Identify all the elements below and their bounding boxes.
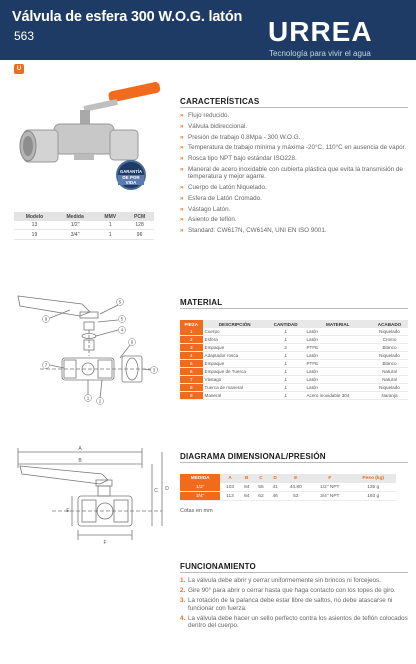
table-cell: Latón [304,352,371,360]
warranty-line1: GARANTÍA [119,169,143,174]
dimensions-header: E [282,474,309,483]
list-item-text: La válvula debe hacer un sello perfecto contra los asientos de teflón colocados dentro del cuerpo. [188,614,408,630]
table-cell: Naranja [371,392,408,400]
table-cell: 1 [267,336,305,344]
table-cell: 1 [95,221,125,230]
table-row [180,376,408,384]
operation-title: FUNCIONAMIENTO [180,562,256,571]
table-cell: 6 [180,368,203,376]
table-row [180,328,408,336]
part-label: 9 [44,316,48,322]
table-cell: Adaptador rosca [203,352,267,360]
table-cell: 53 [282,492,309,501]
list-item: 4. La válvula debe hacer un sello perfecto contra los asientos de teflón colocados dentro del cuerpo. [180,614,408,630]
dimension-label: A [78,446,82,452]
table-cell: Tuerca de maneral [203,384,267,392]
table-cell: 8 [180,384,203,392]
table-cell: Cuerpo [203,328,267,336]
table-row [180,360,408,368]
table-cell: Latón [304,328,371,336]
dimensions-header: C [254,474,268,483]
table-row [14,230,154,239]
table-cell: 44.80 [282,483,309,492]
table-row [180,352,408,360]
table-row [180,368,408,376]
list-item: » Maneral de acero inoxidable con cubierta plástica que evita la transmisión de temperatura y mejor agarre. [180,166,410,180]
exploded-view-labels [10,290,170,410]
list-item: » Flujo reducido. [180,112,410,119]
list-item-text: La rotación de la palanca debe estar libre de saltos, no debe atascarse ni funcionar con fuerza. [188,597,393,612]
material-header: PIEZA [180,320,203,328]
part-label: 7 [44,362,48,368]
table-cell: Empaque de Tuerca [203,368,267,376]
list-item-text: Gire 90° para abrir o cerrar hasta que haga contacto con los topes de giro. [188,587,396,595]
table-cell: Natural [371,376,408,384]
table-cell: 1 [95,230,125,239]
table-cell: 1 [267,392,305,400]
table-row [180,392,408,400]
table-cell: Vástago [203,376,267,384]
table-cell: 62 [254,492,268,501]
material-header: DESCRIPCIÓN [203,320,267,328]
part-label: 4 [120,327,124,333]
table-cell: 103 [220,483,239,492]
table-cell: Niquelado [371,352,408,360]
table-cell: Acero inoxidable 304 [304,392,371,400]
table-cell: 3/4" [180,492,220,501]
table-cell: Maneral [203,392,267,400]
list-item: » Vástago Latón. [180,206,410,213]
table-cell: 96 [125,230,154,239]
warranty-badge [116,160,146,190]
divider [180,462,408,463]
table-cell: 2 [180,336,203,344]
product-code: 563 [14,29,35,43]
table-cell: Niquelado [371,384,408,392]
divider [180,107,408,108]
table-cell: Empaque [203,360,267,368]
models-header: PCM [125,212,154,221]
models-header: Modelo [14,212,55,221]
list-item: » Válvula bidireccional. [180,123,410,130]
table-cell: 1 [267,368,305,376]
part-label: 2 [98,398,102,404]
table-cell: 1 [267,328,305,336]
dimensions-header: F [309,474,350,483]
divider [180,308,408,309]
table-cell: 1 [267,376,305,384]
dimension-labels [12,440,172,560]
table-cell: PTFE [304,360,371,368]
dimensions-table [180,474,396,501]
table-cell: Cromo [371,336,408,344]
part-label: 5 [120,316,124,322]
list-item: » Rosca tipo NPT bajo estándar ISO228. [180,155,410,162]
dimension-label: B [78,458,82,464]
part-label: 9 [130,339,134,345]
dimensions-note: Cotas en mm [180,508,213,514]
part-label: 1 [86,395,90,401]
material-title: MATERIAL [180,298,223,307]
list-item: » Standard: CW617N, CW614N, UNI EN ISO 9001. [180,227,410,234]
table-cell: PTFE [304,344,371,352]
dimensions-header: B [240,474,254,483]
table-cell: 1/2" NPT [309,483,350,492]
table-row [180,492,396,501]
list-item-text: La válvula debe abrir y cerrar uniformemente sin brincos ni forcejeos. [188,577,381,584]
table-cell: Esfera [203,336,267,344]
table-cell: 19 [14,230,55,239]
table-cell: Latón [304,376,371,384]
table-cell: 46 [268,492,282,501]
characteristics-list [180,112,410,238]
dimension-label: E [66,508,70,514]
operation-list [180,577,410,632]
list-item: » Temperatura de trabajo mínima y máxima -20°C, 110°C en ausencia de vapor. [180,144,410,151]
list-item: 1. La válvula debe abrir y cerrar uniformemente sin brincos ni forcejeos. [180,577,381,584]
product-title: Válvula de esfera 300 W.O.G. latón [12,9,243,25]
list-item: » Presión de trabajo 0.8Mpa - 300 W.O.G. [180,134,410,141]
list-item: » Asiento de teflón. [180,216,410,223]
part-label: 5 [118,299,122,305]
table-row [180,483,396,492]
table-cell: 84 [240,483,254,492]
table-cell: 1 [267,384,305,392]
models-header: MMV [95,212,125,221]
list-item: » Cuerpo de Latón Niquelado. [180,184,410,191]
material-header: MATERIAL [304,320,371,328]
material-table [180,320,408,400]
dimensions-header: MEDIDA [180,474,220,483]
table-cell: 5 [180,360,203,368]
diagram-title: DIAGRAMA DIMENSIONAL/PRESIÓN [180,452,326,461]
models-header: Medida [55,212,95,221]
table-cell: 84 [240,492,254,501]
brand-logo: URREA [268,16,373,47]
dimension-label: D [165,486,169,492]
table-cell: 135 g [350,483,396,492]
table-cell: 1 [267,360,305,368]
page-header [0,0,416,60]
table-cell: 1/2" [180,483,220,492]
table-cell: 7 [180,376,203,384]
dimensions-header: A [220,474,239,483]
warranty-line2: DE POR VIDA [118,175,144,185]
table-cell: 3/4" NPT [309,492,350,501]
table-cell: 1 [267,352,305,360]
list-item: 2. Gire 90° para abrir o cerrar hasta que haga contacto con los topes de giro. [180,587,396,595]
table-row [180,344,408,352]
small-brand-icon: U [14,64,24,74]
table-cell: Empaque [203,344,267,352]
table-cell: 193 g [350,492,396,501]
table-cell: 41 [268,483,282,492]
dimension-label: C [154,488,158,494]
dimension-label: F [103,540,107,546]
models-table [14,212,154,240]
table-cell: 4 [180,352,203,360]
table-cell: Niquelado [371,328,408,336]
table-cell: 2 [267,344,305,352]
table-row [14,221,154,230]
list-item: » Esfera de Latón Cromado. [180,195,410,202]
material-header: CANTIDAD [267,320,305,328]
table-cell: Latón [304,384,371,392]
list-item: 3. La rotación de la palanca debe estar libre de saltos, no debe atascarse ni funcionar con fuerza. [180,597,393,612]
brand-tagline: Tecnología para vivir el agua [269,49,371,58]
table-cell: 1 [180,328,203,336]
table-cell: 128 [125,221,154,230]
part-label: 3 [152,367,156,373]
table-cell: Latón [304,336,371,344]
table-row [180,336,408,344]
table-cell: 1/2" [55,221,95,230]
table-cell: 55 [254,483,268,492]
dimensions-header: Peso (kg) [350,474,396,483]
material-header: ACABADO [371,320,408,328]
table-cell: 13 [14,221,55,230]
table-row [180,384,408,392]
table-cell: Blanco [371,344,408,352]
divider [180,572,408,573]
table-cell: Natural [371,368,408,376]
table-cell: 9 [180,392,203,400]
characteristics-title: CARACTERÍSTICAS [180,97,260,106]
table-cell: 113 [220,492,239,501]
table-cell: 3/4" [55,230,95,239]
table-cell: Blanco [371,360,408,368]
dimensions-header: D [268,474,282,483]
table-cell: 3 [180,344,203,352]
table-cell: Latón [304,368,371,376]
